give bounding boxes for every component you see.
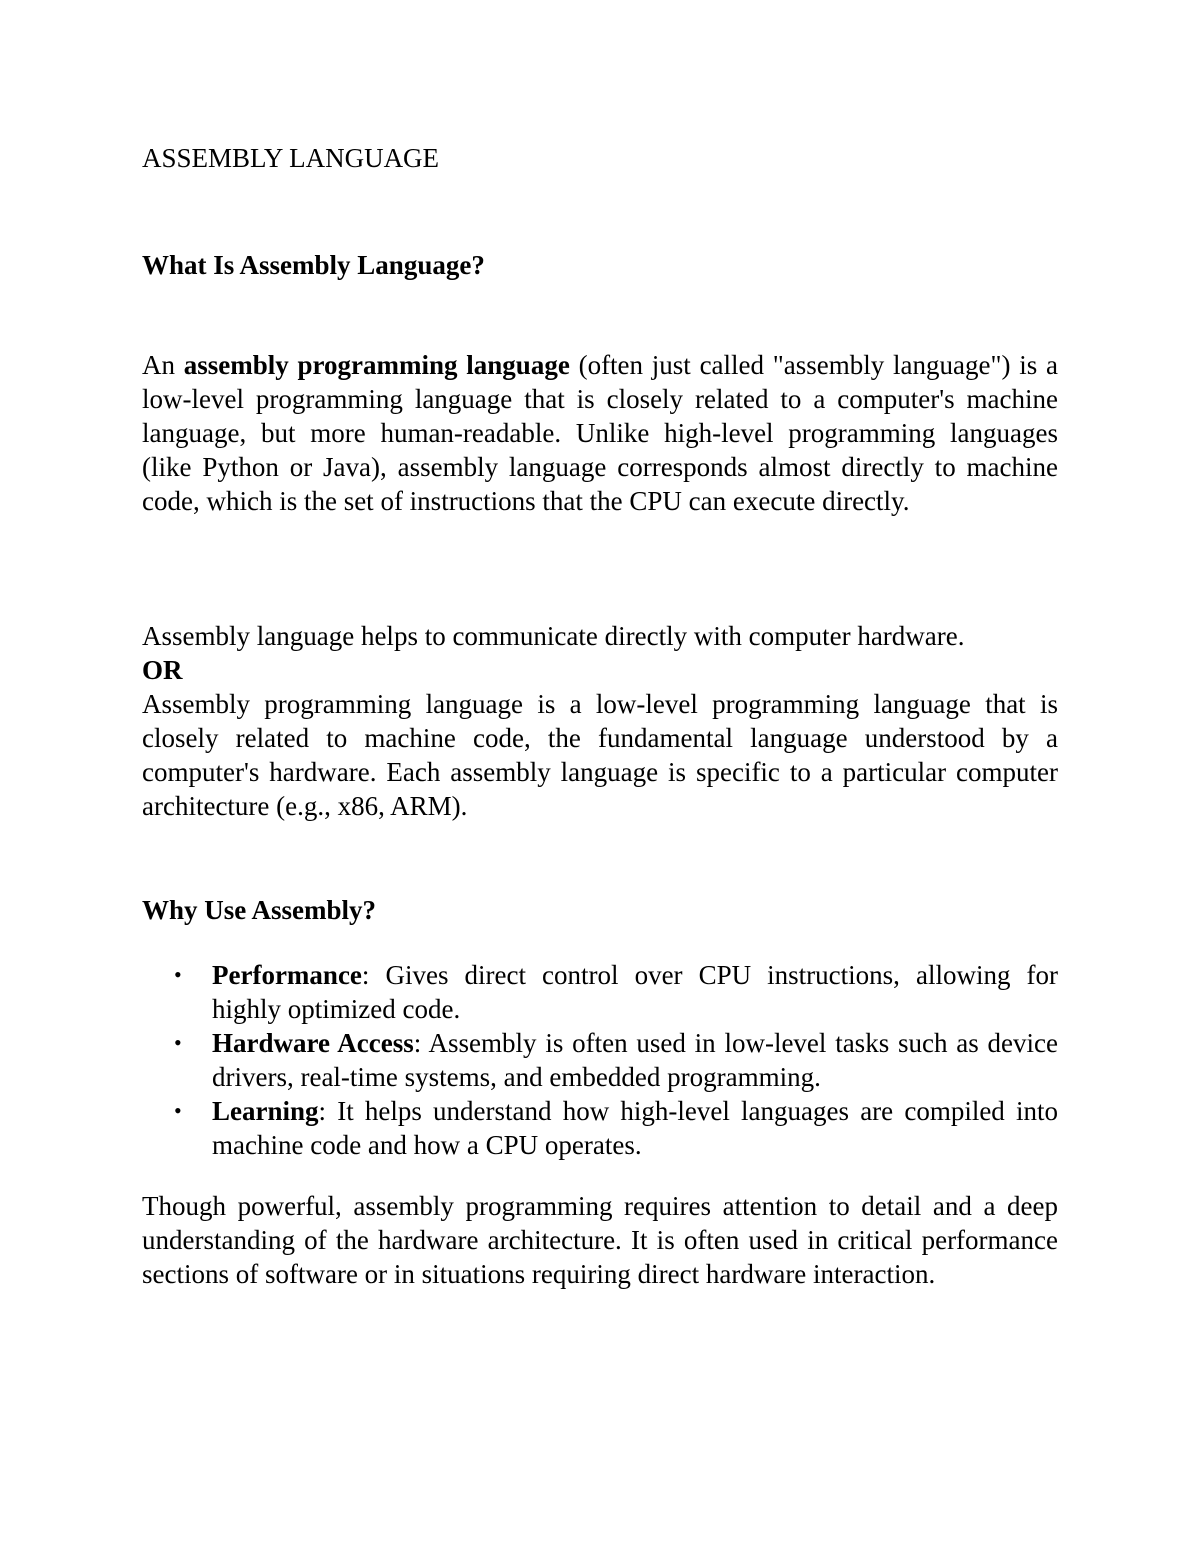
list-item-term: Hardware Access [212,1028,414,1058]
bullet-icon: • [174,1098,182,1123]
list-item-term: Performance [212,960,362,990]
bullet-icon: • [174,1030,182,1055]
list-item-learning [142,1094,1058,1162]
paragraph-communicate: Assembly language helps to communicate directly with computer hardware. [142,621,965,651]
or-label: OR [142,655,183,685]
list-item-text: : Assembly is often used in low-level tasks such as device drivers, real-time systems, and embedded programming. [212,1028,1058,1092]
paragraph-conclusion: Though powerful, assembly programming requires attention to detail and a deep understanding of the hardware architecture. It is often used in critical performance sections of software or in situations requiring direct hardware interaction. [142,1191,1058,1289]
paragraph-alternative-definition: Assembly programming language is a low-level programming language that is closely related to machine code, the fundamental language understood by a computer's hardware. Each assembly language is specific to a particular computer architecture (e.g., x86, ARM). [142,689,1058,821]
bullet-icon: • [174,962,182,987]
paragraph-rest: (often just called "assembly language") is a low-level programming language that is closely related to a computer's machine language, but more human-readable. Unlike high-level programming languages (like Python or Java), assembly language corresponds almost directly to machine code, which is the set of instructions that the CPU can execute directly. [142,350,1059,516]
section-heading-what-is: What Is Assembly Language? [142,250,485,280]
reasons-list [142,958,1058,1162]
list-item-hardware-access [142,1026,1058,1094]
paragraph-term: assembly programming language [183,350,570,380]
paragraph-definition [142,348,1058,518]
section-heading-why-use: Why Use Assembly? [142,895,377,925]
list-item-text: : Gives direct control over CPU instructions, allowing for highly optimized code. [212,960,1058,1024]
list-item-performance [142,958,1058,1026]
list-item-term: Learning [212,1096,319,1126]
paragraph-lead: An [142,350,175,380]
list-item-text: : It helps understand how high-level languages are compiled into machine code and how a CPU operates. [212,1096,1058,1160]
document-title: ASSEMBLY LANGUAGE [142,143,440,173]
